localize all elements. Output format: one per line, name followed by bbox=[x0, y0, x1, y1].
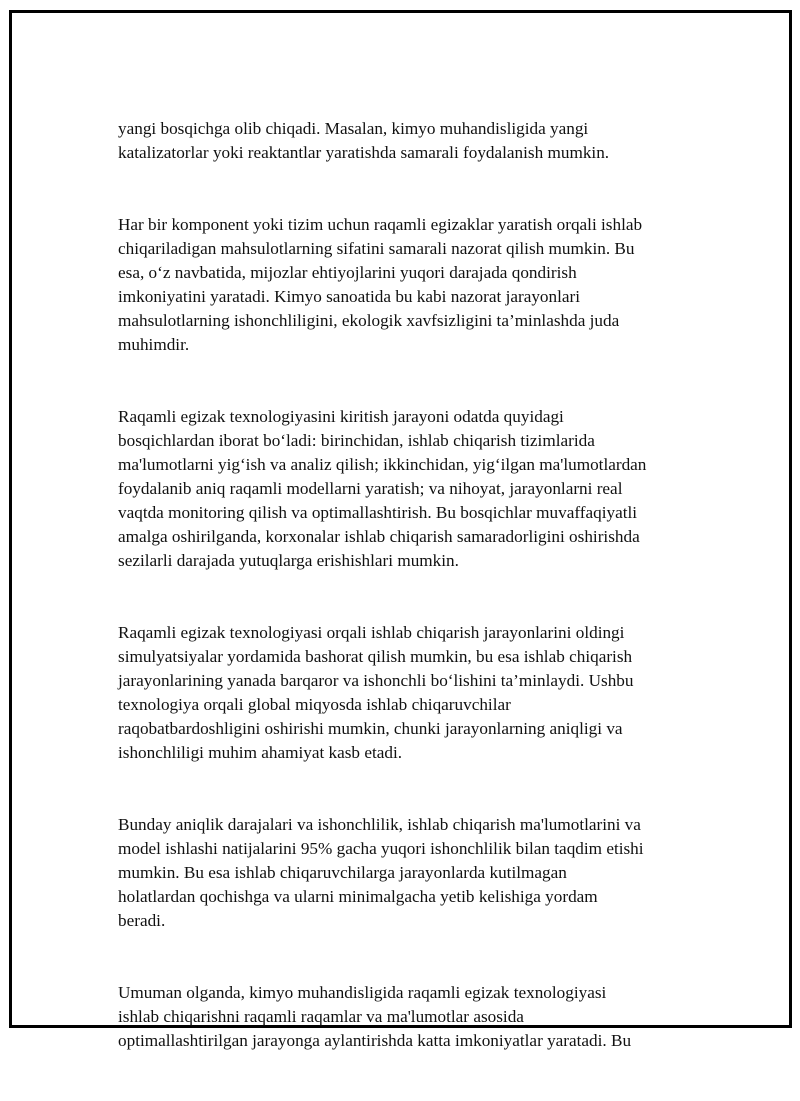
paragraph-6: Umuman olganda, kimyo muhandisligida raqamli egizak texnologiyasi ishlab chiqarishni raqamli raqamlar va ma'lumotlar asosida optimallashtirilgan jarayonga aylantirishda katta imkoniyatlar yaratadi. Bu bbox=[118, 983, 632, 1050]
paragraph-2: Har bir komponent yoki tizim uchun raqamli egizaklar yaratish orqali ishlab chiqariladigan mahsulotlarning sifatini samarali nazorat qilish mumkin. Bu esa, o‘z navbatida, mijozlar ehtiyojlarini yuqori darajada qondirish imkoniyatini yaratadi. Kimyo sanoatida bu kabi nazorat jarayonlari mahsulotlarning ishonchliligini, ekologik xavfsizligini ta’minlashda juda muhimdir. bbox=[118, 215, 643, 354]
paragraph-5: Bunday aniqlik darajalari va ishonchlilik, ishlab chiqarish ma'lumotlarini va model ishlashi natijalarini 95% gacha yuqori ishonchlilik bilan taqdim etishi mumkin. Bu esa ishlab chiqaruvchilarga jarayonlarda kutilmagan holatlardan qochishga va ularni minimalgacha yetib kelishiga yordam beradi. bbox=[118, 815, 644, 930]
document-body bbox=[118, 93, 708, 1101]
paragraph-4: Raqamli egizak texnologiyasi orqali ishlab chiqarish jarayonlarini oldingi simulyatsiyalar yordamida bashorat qilish mumkin, bu esa ishlab chiqarish jarayonlarining yanada barqaror va ishonchli bo‘lishini ta’minlaydi. Ushbu texnologiya orqali global miqyosda ishlab chiqaruvchilar raqobatbardoshligini oshirishi mumkin, chunki jarayonlarning aniqligi va ishonchliligi muhim ahamiyat kasb etadi. bbox=[118, 623, 634, 762]
paragraph-1: yangi bosqichga olib chiqadi. Masalan, kimyo muhandisligida yangi katalizatorlar yoki reaktantlar yaratishda samarali foydalanish mumkin. bbox=[118, 119, 610, 162]
paragraph-3: Raqamli egizak texnologiyasini kiritish jarayoni odatda quyidagi bosqichlardan iborat bo‘ladi: birinchidan, ishlab chiqarish tizimlarida ma'lumotlarni yig‘ish va analiz qilish; ikkinchidan, yig‘ilgan ma'lumotlardan foydalanib aniq raqamli modellarni yaratish; va nihoyat, jarayonlarni real vaqtda monitoring qilish va optimallashtirish. Bu bosqichlar muvaffaqiyatli amalga oshirilganda, korxonalar ishlab chiqarish samaradorligini oshirishda sezilarli darajada yutuqlarga erishishlari mumkin. bbox=[118, 407, 647, 570]
